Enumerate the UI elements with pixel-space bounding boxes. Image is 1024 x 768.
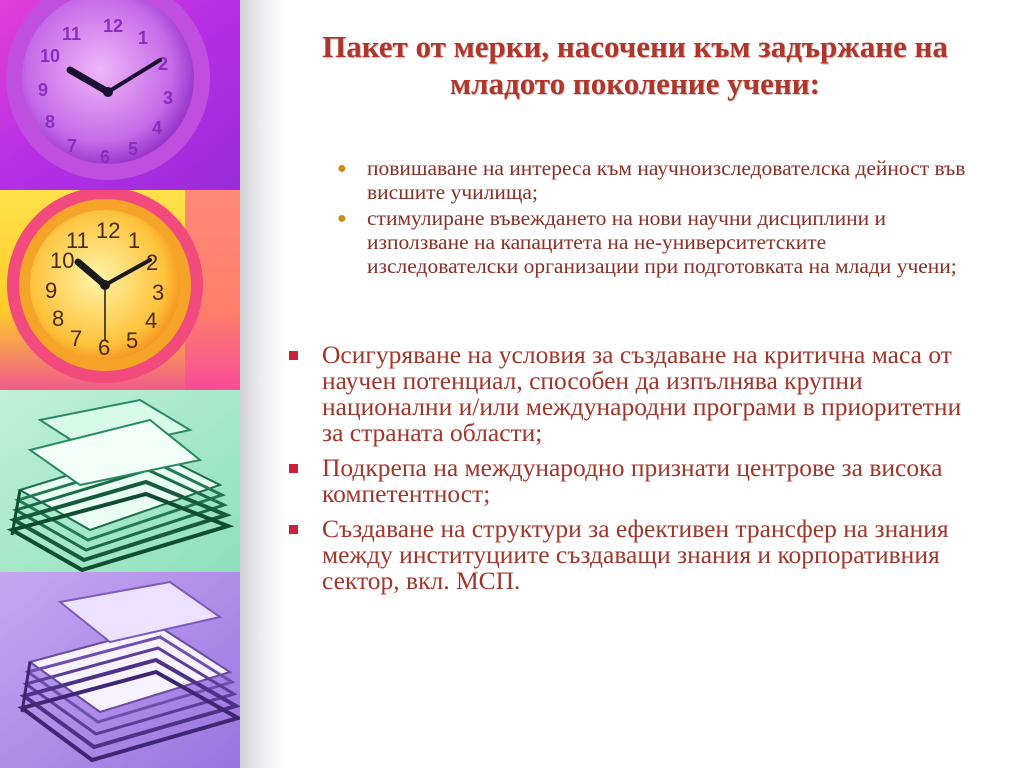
sub-bullet-list [332, 156, 972, 280]
main-list-item [285, 342, 980, 446]
lavender-papers-image [0, 572, 240, 768]
clock1-numeral: 10 [40, 46, 61, 66]
clock1-numeral: 8 [45, 112, 56, 132]
clock2-numeral: 2 [146, 250, 159, 275]
clock2-numeral: 3 [152, 280, 165, 305]
main-bullet-list [285, 342, 980, 603]
decorative-image-strip [0, 0, 240, 768]
main-list-item [285, 516, 980, 594]
clock2-numeral: 9 [45, 278, 58, 303]
clock1-numeral: 3 [163, 88, 174, 108]
clock1-numeral: 7 [67, 136, 78, 156]
sub-list-item [332, 206, 972, 278]
square-bullet-icon [289, 464, 298, 473]
clock1-numeral: 11 [62, 24, 82, 44]
clock2-numeral: 6 [98, 335, 111, 360]
clock2-numeral: 8 [52, 306, 65, 331]
clock1-numeral: 4 [152, 118, 163, 138]
clock1-numeral: 12 [103, 16, 124, 36]
sub-list-item [332, 156, 972, 204]
main-list-item [285, 455, 980, 507]
round-bullet-icon: ● [337, 210, 347, 227]
purple-clock-image [0, 0, 240, 190]
clock2-numeral: 1 [128, 228, 141, 253]
sub-list-item-text: стимулиране въвеждането на нови научни дисциплини и използване на капацитета на не-университетските изследователски организации при подготовката на млади учени; [367, 206, 957, 278]
square-bullet-icon [289, 351, 298, 360]
sub-list-item-text: повишаване на интереса към научноизследователска дейност във висшите училища; [367, 156, 966, 204]
clock2-numeral: 10 [50, 248, 75, 273]
main-list-item-text: Осигуряване на условия за създаване на критична маса от научен потенциал, способен да изпълнява крупни национални и/или международни програми в приоритетни за страната области; [322, 340, 962, 447]
clock1-numeral: 6 [100, 147, 111, 167]
clock1-numeral: 1 [138, 28, 149, 48]
round-bullet-icon: ● [337, 160, 347, 177]
green-books-image [0, 390, 240, 572]
clock1-numeral: 2 [158, 54, 169, 74]
square-bullet-icon [289, 525, 298, 534]
clock2-numeral: 7 [70, 326, 83, 351]
clock1-numeral: 5 [128, 139, 139, 159]
clock2-numeral: 11 [66, 228, 89, 253]
clock2-numeral: 12 [96, 218, 121, 243]
orange-clock-image [0, 190, 240, 390]
clock2-numeral: 4 [145, 308, 158, 333]
clock1-numeral: 9 [38, 80, 49, 100]
main-list-item-text: Създаване на структури за ефективен трансфер на знания между институциите създаващи знания и корпоративния сектор, вкл. МСП. [322, 514, 949, 595]
strip-shadow [240, 0, 286, 768]
slide-title: Пакет от мерки, насочени към задържане на младото поколение учени: [322, 29, 948, 101]
main-list-item-text: Подкрепа на международно признати центрове за висока компетентност; [322, 453, 943, 508]
clock2-numeral: 5 [126, 328, 139, 353]
